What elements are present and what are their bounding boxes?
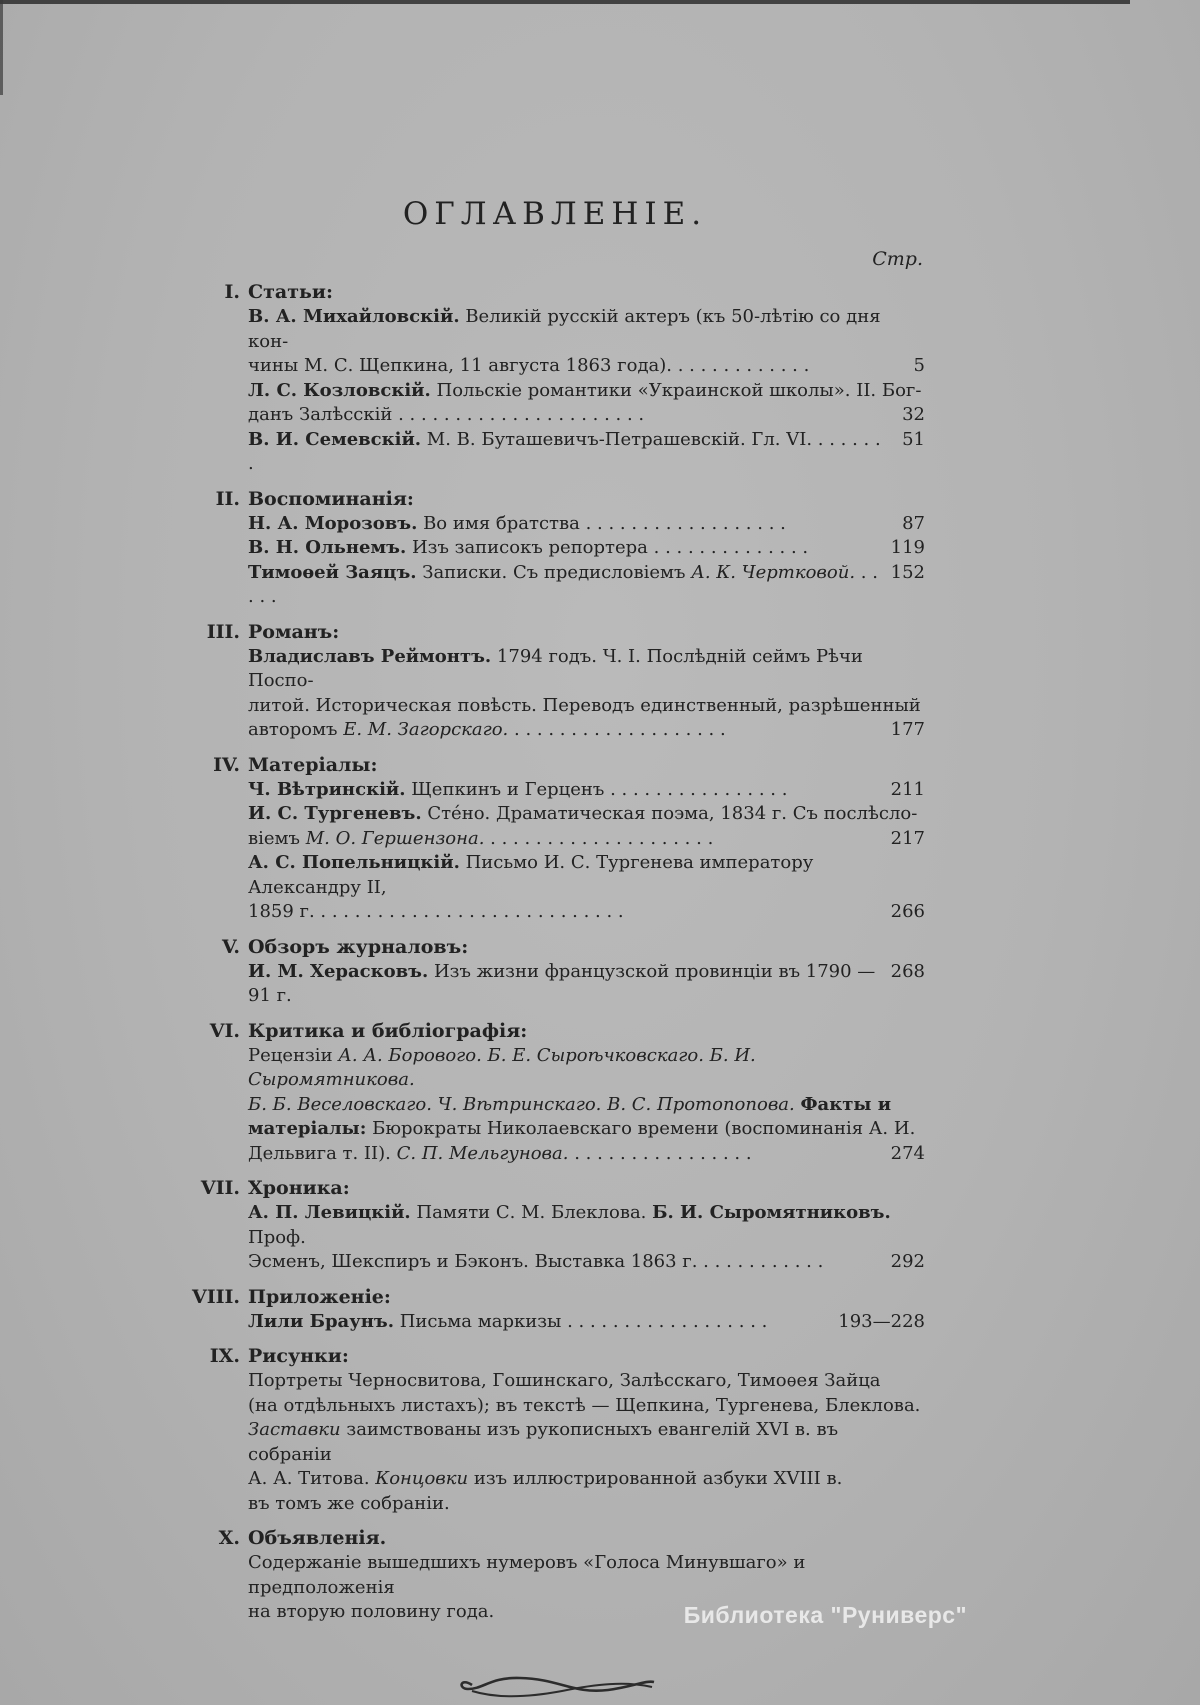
section-entries	[248, 512, 925, 610]
text-segment: Тимоѳей Заяцъ.	[248, 561, 417, 583]
toc-line	[248, 1394, 925, 1419]
toc-line	[248, 403, 925, 428]
toc-line	[248, 900, 925, 925]
section-heading	[185, 935, 925, 960]
text-segment: А. П. Левицкій.	[248, 1202, 411, 1223]
section-title: Обзоръ журналовъ:	[248, 935, 469, 958]
toc-line	[248, 1142, 925, 1167]
page-number: 217	[890, 827, 925, 849]
toc-section	[185, 1019, 925, 1167]
section-title: Рисунки:	[248, 1345, 349, 1367]
toc-entry	[248, 536, 925, 561]
text-segment: Б. И. Сыромятниковъ.	[652, 1202, 891, 1223]
section-title: Романъ:	[248, 620, 340, 643]
section-number: VI.	[209, 1019, 240, 1042]
text-segment: Е. М. Загорскаго.	[343, 719, 509, 740]
toc-entry	[248, 960, 925, 1009]
text-segment: 1859 г. . . . . . . . . . . . . . . . . . . . . . . . . . . .	[248, 901, 624, 922]
text-segment: Лили Браунъ.	[248, 1310, 394, 1332]
toc-line	[248, 1310, 925, 1335]
text-segment: Памяти С. М. Блеклова.	[410, 1202, 653, 1223]
section-number: III.	[206, 620, 240, 643]
text-segment: Л. С. Козловскій.	[248, 379, 431, 401]
section-title: Матеріалы:	[248, 753, 378, 776]
toc-line-text	[248, 1142, 752, 1167]
toc-line	[248, 354, 925, 379]
text-segment: Во имя братства . . . . . . . . . . . . . . . . . .	[417, 512, 786, 534]
text-segment: С. П. Мельгунова.	[396, 1142, 569, 1164]
toc-line	[248, 1492, 925, 1517]
toc-line-text	[248, 900, 624, 925]
toc-line-text	[248, 778, 787, 803]
toc-line-text	[248, 512, 786, 537]
page-number: 177	[890, 719, 925, 740]
toc-section	[185, 935, 925, 1009]
text-segment: Щепкинъ и Герценъ . . . . . . . . . . . . . . . .	[405, 778, 788, 800]
end-ornament	[450, 1667, 660, 1705]
toc-content	[185, 196, 925, 1705]
text-segment: Сте́но. Драматическая поэма, 1834 г. Съ послѣсло-	[421, 803, 918, 824]
text-segment: данъ Залѣсскій . . . . . . . . . . . . . . . . . . . . . .	[248, 404, 645, 425]
page-title: ОГЛАВЛЕНІЕ.	[402, 196, 708, 232]
section-title: Воспоминанія:	[248, 487, 414, 510]
page-number: 274	[890, 1142, 925, 1164]
text-segment: 1794 годъ. Ч. I. Послѣдній сеймъ Рѣчи Поспо-	[248, 645, 863, 691]
toc-line	[248, 1201, 925, 1250]
text-segment: изъ иллюстрированной азбуки XVIII в.	[468, 1468, 843, 1489]
section-title: Критика и библіографія:	[248, 1019, 528, 1042]
text-segment: . . . . . . . . . . . . . . . . . . . .	[484, 827, 714, 849]
toc-section	[185, 487, 925, 610]
toc-line	[248, 1117, 925, 1142]
section-number: IX.	[209, 1345, 240, 1367]
toc-line	[248, 1551, 925, 1600]
text-segment: В. Н. Ольнемъ.	[248, 537, 407, 558]
text-segment: Польскіе романтики «Украинской школы». II. Бог-	[430, 379, 922, 401]
toc-line	[248, 645, 925, 694]
page-number: 5	[913, 355, 925, 376]
toc-section	[185, 1285, 925, 1335]
toc-line	[248, 694, 925, 719]
section-heading	[185, 1285, 925, 1310]
toc-line	[248, 536, 925, 561]
section-number: V.	[221, 935, 240, 958]
text-segment: Концовки	[375, 1468, 469, 1489]
section-heading	[185, 620, 925, 645]
toc-entry	[248, 305, 925, 379]
text-segment: В. И. Семевскій.	[248, 428, 422, 450]
page-number: 268	[890, 960, 925, 982]
toc-entry	[248, 561, 925, 610]
text-segment: Дельвига т. II).	[248, 1142, 397, 1164]
text-segment: Письмо И. С. Тургенева императору Александру II,	[248, 852, 814, 898]
text-segment: авторомъ	[248, 719, 344, 740]
text-segment: чины М. С. Щепкина, 11 августа 1863 года). . . . . . . . . . . . .	[248, 355, 810, 376]
section-number: IV.	[213, 753, 240, 776]
text-segment: . . . . . . . . . . . . . . . . . . .	[508, 719, 726, 740]
toc-line-text	[248, 428, 892, 477]
page-number: 266	[890, 901, 925, 922]
text-segment: Эсменъ, Шекспиръ и Бэконъ. Выставка 1863 г. . . . . . . . . . . .	[248, 1251, 824, 1272]
toc-line	[248, 1093, 925, 1118]
section-entries	[248, 645, 925, 743]
text-segment: Портреты Черносвитова, Гошинскаго, Залѣсскаго, Тимоѳея Зайца	[248, 1370, 881, 1391]
section-entries	[248, 1310, 925, 1335]
section-heading	[185, 1526, 925, 1551]
section-number: VII.	[200, 1177, 240, 1199]
toc-line	[248, 1250, 925, 1275]
toc-line	[248, 379, 925, 404]
toc-line	[248, 778, 925, 803]
toc-entry	[248, 1044, 925, 1167]
text-segment: Факты и	[800, 1093, 892, 1115]
toc-line-text	[248, 1310, 767, 1335]
toc-section	[185, 1176, 925, 1275]
text-segment: Проф.	[248, 1226, 306, 1248]
text-segment: М. О. Гершензона.	[305, 827, 485, 849]
text-segment: . . . . .	[248, 561, 878, 607]
text-segment: И. М. Херасковъ.	[248, 960, 429, 982]
text-segment: литой. Историческая повѣсть. Переводъ единственный, разрѣшенный	[248, 694, 921, 716]
toc-line	[248, 512, 925, 537]
text-segment: Ч. Вѣтринскій.	[248, 778, 406, 800]
scan-edge-top	[0, 0, 1130, 4]
text-segment: Изъ записокъ репортера . . . . . . . . . . . . . .	[406, 537, 809, 558]
toc-section	[185, 280, 925, 477]
text-segment: В. А. Михайловскій.	[248, 306, 460, 327]
page-number: 152	[890, 561, 925, 583]
text-segment: въ томъ же собраніи.	[248, 1492, 450, 1514]
text-segment: Заставки	[248, 1419, 341, 1440]
toc-entry	[248, 379, 925, 428]
toc-entry	[248, 1310, 925, 1335]
toc-entry	[248, 645, 925, 743]
page-number: 32	[902, 404, 925, 425]
toc-line-text	[248, 718, 726, 743]
toc-line	[248, 1044, 925, 1093]
section-title: Приложеніе:	[248, 1285, 391, 1308]
page-number: 51	[902, 428, 925, 450]
toc-line	[248, 1418, 925, 1467]
page-number: 87	[902, 512, 925, 534]
text-segment: Изъ жизни французской провинціи въ 1790 — 91 г.	[248, 960, 876, 1006]
toc-line-text	[248, 827, 713, 852]
library-watermark: Библиотека "Руниверс"	[683, 1602, 967, 1628]
text-segment: Письма маркизы . . . . . . . . . . . . . . . . . .	[393, 1310, 768, 1332]
text-segment: Бюрократы Николаевскаго времени (воспоминанія А. И.	[366, 1118, 916, 1139]
text-segment: А. А. Титова.	[248, 1468, 376, 1489]
section-entries	[248, 960, 925, 1009]
section-heading	[185, 753, 925, 778]
page-number: 193—228	[838, 1310, 925, 1332]
toc-line	[248, 428, 925, 477]
text-segment: віемъ	[248, 827, 306, 849]
section-entries	[248, 305, 925, 477]
section-number: VIII.	[191, 1285, 240, 1308]
text-segment: Рецензіи	[248, 1044, 339, 1066]
page-number: 292	[890, 1251, 925, 1272]
toc-section	[185, 1344, 925, 1516]
section-title: Статьи:	[248, 281, 333, 303]
section-entries	[248, 1201, 925, 1275]
toc-line-text	[248, 960, 881, 1009]
text-segment: Н. А. Морозовъ.	[248, 512, 418, 534]
toc-line	[248, 827, 925, 852]
toc-line	[248, 1369, 925, 1394]
toc-line	[248, 1467, 925, 1492]
toc-section	[185, 620, 925, 743]
toc-entry	[248, 512, 925, 537]
toc-entry	[248, 851, 925, 925]
section-entries	[248, 778, 925, 925]
page-number: 119	[890, 537, 925, 558]
text-segment: Содержаніе вышедшихъ нумеровъ «Голоса Минувшаго» и предположенія	[248, 1552, 806, 1598]
toc-entry	[248, 1201, 925, 1275]
text-segment: Владиславъ Реймонтъ.	[248, 645, 492, 667]
scan-edge-left	[0, 0, 3, 95]
text-segment: А. А. Борового. Б. Е. Сыроѣчковскаго. Б. И. Сыромятникова.	[248, 1044, 756, 1090]
toc-entry	[248, 1369, 925, 1516]
text-segment: Великій русскій актеръ (къ 50-лѣтію со дня кон-	[248, 306, 881, 352]
toc-entry	[248, 428, 925, 477]
toc-line-text	[248, 354, 809, 379]
section-title: Объявленія.	[248, 1527, 387, 1549]
toc-line-text	[248, 403, 644, 428]
text-segment: А. К. Чертковой.	[691, 561, 856, 583]
section-heading	[185, 1344, 925, 1369]
toc-line	[248, 802, 925, 827]
text-segment: М. В. Буташевичъ-Петрашевскій. Гл. VI. . . . . . . .	[248, 428, 881, 474]
toc-line	[248, 960, 925, 1009]
section-entries	[248, 1044, 925, 1167]
text-segment: И. С. Тургеневъ.	[248, 803, 422, 824]
text-segment: на вторую половину года.	[248, 1601, 495, 1622]
toc-section	[185, 753, 925, 925]
section-heading	[185, 280, 925, 305]
toc-line-text	[248, 536, 808, 561]
text-segment: заимствованы изъ рукописныхъ евангелій XVI в. въ собраніи	[248, 1419, 839, 1465]
section-heading	[185, 1176, 925, 1201]
section-title: Хроника:	[248, 1177, 350, 1199]
toc-entry	[248, 802, 925, 851]
toc-line	[248, 561, 925, 610]
text-segment: матеріалы:	[248, 1118, 367, 1139]
toc-entry	[248, 778, 925, 803]
page-number: 211	[890, 778, 925, 800]
toc-line	[248, 851, 925, 900]
section-number: I.	[224, 281, 240, 303]
page-column-label: Стр.	[872, 248, 923, 270]
toc-line-text	[248, 561, 881, 610]
section-number: X.	[218, 1527, 240, 1549]
section-heading	[185, 487, 925, 512]
section-entries	[248, 1369, 925, 1516]
toc-line-text	[248, 1250, 823, 1275]
text-segment: . . . . . . . . . . . . . . . .	[568, 1142, 752, 1164]
text-segment: Б. Б. Веселовскаго. Ч. Вѣтринскаго. В. С. Протопопова.	[248, 1093, 801, 1115]
section-number: II.	[215, 487, 240, 510]
toc-line	[248, 305, 925, 354]
toc-sections	[185, 280, 925, 1625]
text-segment: Записки. Съ предисловіемъ	[416, 561, 692, 583]
toc-line	[248, 718, 925, 743]
text-segment: (на отдѣльныхъ листахъ); въ текстѣ — Щепкина, Тургенева, Блеклова.	[248, 1394, 921, 1416]
section-heading	[185, 1019, 925, 1044]
text-segment: А. С. Попельницкій.	[248, 852, 460, 873]
flourish-icon	[450, 1667, 660, 1705]
